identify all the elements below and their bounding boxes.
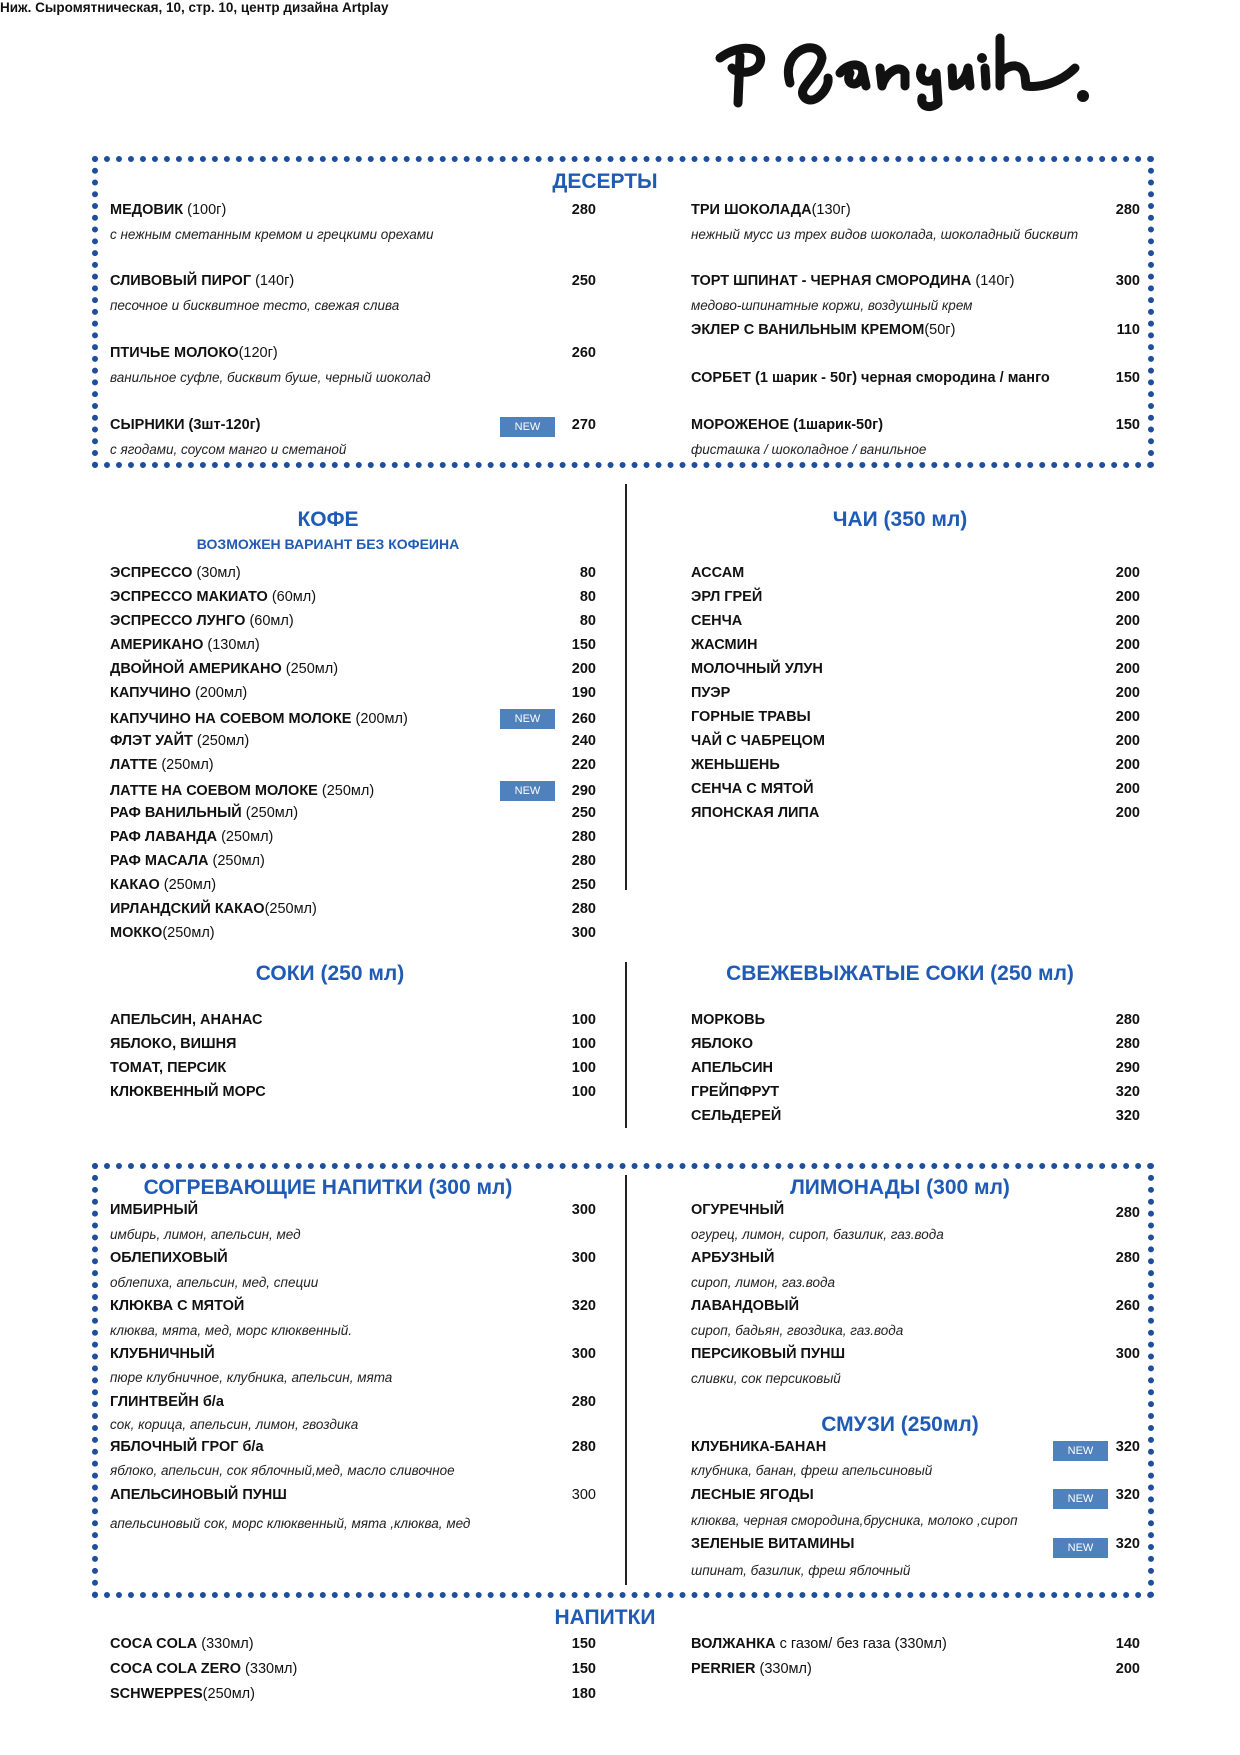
item-title: ТОМАТ, ПЕРСИК: [110, 1060, 227, 1076]
item-name: [691, 661, 823, 677]
divider-coffee-tea: [625, 484, 627, 890]
item-title: ПЕРСИКОВЫЙ ПУНШ: [691, 1346, 846, 1362]
item-name: [691, 370, 1050, 386]
item-price: 180: [571, 1686, 596, 1702]
item-name: [110, 733, 249, 749]
item-name: [110, 1084, 266, 1100]
item-price: 250: [571, 877, 596, 893]
item-size: (100г): [183, 202, 227, 218]
item-name: [110, 901, 317, 917]
item-name: [110, 853, 265, 869]
item-name: [691, 1298, 799, 1314]
item-title: ЛЕСНЫЕ ЯГОДЫ: [691, 1487, 814, 1503]
item-price: 260: [571, 345, 596, 361]
item-description: сливки, сок персиковый: [691, 1371, 841, 1386]
item-size: (130г): [811, 202, 851, 218]
item-title: КЛЮКВА С МЯТОЙ: [110, 1298, 245, 1314]
item-size: (330мл): [755, 1661, 812, 1677]
item-name: [691, 685, 730, 701]
new-badge: NEW: [500, 781, 555, 801]
item-description: ванильное суфле, бисквит буше, черный шоколад: [110, 370, 431, 385]
item-title: ДВОЙНОЙ АМЕРИКАНО: [110, 661, 282, 677]
item-name: [691, 613, 742, 629]
item-title: МОККО: [110, 925, 163, 941]
item-price: 140: [1115, 1636, 1140, 1652]
item-name: [110, 783, 374, 799]
item-price: 200: [1115, 661, 1140, 677]
item-name: [110, 417, 261, 433]
item-description: сироп, лимон, газ.вода: [691, 1275, 835, 1290]
drinks-title: НАПИТКИ: [554, 1606, 656, 1629]
item-description: яблоко, апельсин, сок яблочный,мед, масло сливочное: [110, 1463, 455, 1478]
item-name: [691, 757, 780, 773]
item-title: МЕДОВИК: [110, 202, 184, 218]
item-size: (200мл): [190, 685, 248, 701]
item-price: 300: [571, 1202, 596, 1218]
item-title: МОРКОВЬ: [691, 1012, 766, 1028]
item-title: КАКАО: [110, 877, 160, 893]
warm-drinks-title: СОГРЕВАЮЩИЕ НАПИТКИ (300 мл): [143, 1176, 513, 1199]
item-title: ЛАТТЕ: [110, 757, 158, 773]
item-name: [691, 1487, 814, 1503]
item-name: [110, 1394, 224, 1410]
item-price: 150: [1115, 370, 1140, 386]
item-description: медово-шпинатные коржи, воздушный крем: [691, 298, 973, 313]
item-price: 110: [1116, 322, 1140, 338]
item-name: [110, 1439, 264, 1455]
item-price: 300: [571, 1346, 596, 1362]
new-badge: NEW: [1053, 1489, 1108, 1509]
item-title: COCA COLA ZERO: [110, 1661, 242, 1677]
item-price: 190: [571, 685, 596, 701]
item-title: КЛУБНИЧНЫЙ: [110, 1346, 215, 1362]
item-price: 200: [1115, 757, 1140, 773]
item-title: РАФ ВАНИЛЬНЫЙ: [110, 805, 242, 821]
item-name: [110, 877, 216, 893]
item-title: АПЕЛЬСИН, АНАНАС: [110, 1012, 263, 1028]
item-price: 80: [579, 565, 596, 581]
item-name: [110, 805, 298, 821]
item-name: [691, 733, 825, 749]
item-size: (250мл): [208, 853, 265, 869]
item-price: 320: [1115, 1439, 1140, 1455]
divider-juices: [625, 962, 627, 1128]
item-name: [110, 1636, 254, 1652]
item-title: СОРБЕТ (1 шарик - 50г) черная смородина / манго: [691, 370, 1050, 386]
item-name: [691, 805, 819, 821]
item-title: ГОРНЫЕ ТРАВЫ: [691, 709, 811, 725]
item-price: 240: [571, 733, 596, 749]
item-price: 280: [571, 202, 596, 218]
item-title: ЖАСМИН: [691, 637, 758, 653]
item-description: фисташка / шоколадное / ванильное: [691, 442, 927, 457]
item-title: КЛЮКВЕННЫЙ МОРС: [110, 1084, 266, 1100]
item-title: COCA COLA: [110, 1636, 198, 1652]
item-title: МОЛОЧНЫЙ УЛУН: [691, 661, 823, 677]
item-title: СЕНЧА: [691, 613, 743, 629]
item-title: ИРЛАНДСКИЙ КАКАО: [110, 901, 265, 917]
item-name: [110, 565, 241, 581]
item-name: [110, 1060, 226, 1076]
divider-warm-lemonade: [625, 1175, 627, 1585]
item-price: 250: [571, 805, 596, 821]
item-name: [110, 829, 273, 845]
item-name: [691, 1202, 784, 1218]
smoothies-title: СМУЗИ (250мл): [821, 1413, 979, 1436]
lemonades-title: ЛИМОНАДЫ (300 мл): [790, 1176, 1010, 1199]
address: Ниж. Сыромятническая, 10, стр. 10, центр дизайна Artplay: [0, 0, 389, 15]
item-title: ЭРЛ ГРЕЙ: [691, 589, 763, 605]
item-price: 80: [579, 613, 596, 629]
item-title: ЗЕЛЕНЫЕ ВИТАМИНЫ: [691, 1536, 855, 1552]
item-name: [110, 661, 338, 677]
item-price: 260: [571, 711, 596, 727]
item-name: [110, 1346, 215, 1362]
item-title: АРБУЗНЫЙ: [691, 1250, 775, 1266]
item-title: ГРЕЙПФРУТ: [691, 1084, 780, 1100]
item-description: с ягодами, соусом манго и сметаной: [110, 442, 347, 457]
item-price: 150: [1115, 417, 1140, 433]
item-name: [110, 1036, 236, 1052]
item-name: [110, 1250, 228, 1266]
item-price: 200: [1115, 709, 1140, 725]
item-description: сироп, бадьян, гвоздика, газ.вода: [691, 1323, 904, 1338]
item-title: ФЛЭТ УАЙТ: [110, 733, 193, 749]
item-title: КАПУЧИНО НА СОЕВОМ МОЛОКЕ: [110, 711, 352, 727]
item-title: СЕЛЬДЕРЕЙ: [691, 1108, 782, 1124]
item-size: (250мл): [241, 805, 299, 821]
item-price: 200: [1115, 613, 1140, 629]
item-title: PERRIER: [691, 1661, 756, 1677]
item-description: песочное и бисквитное тесто, свежая слива: [110, 298, 400, 313]
item-size: (250мл): [317, 783, 375, 799]
item-description: шпинат, базилик, фреш яблочный: [691, 1563, 911, 1578]
item-title: ЯБЛОЧНЫЙ ГРОГ б/а: [110, 1439, 264, 1455]
item-price: 200: [1115, 685, 1140, 701]
item-size: (330мл): [197, 1636, 254, 1652]
item-size: (30мл): [192, 565, 241, 581]
item-description: нежный мусс из трех видов шоколада, шоколадный бисквит: [691, 227, 1079, 242]
item-price: 100: [571, 1084, 596, 1100]
item-price: 280: [1115, 1036, 1140, 1052]
item-title: ТОРТ ШПИНАТ - ЧЕРНАЯ СМОРОДИНА: [691, 273, 972, 289]
item-price: 320: [1115, 1084, 1140, 1100]
item-name: [691, 273, 1015, 289]
item-title: ВОЛЖАНКА: [691, 1636, 776, 1652]
item-title: АПЕЛЬСИН: [691, 1060, 773, 1076]
item-name: [110, 1487, 287, 1503]
item-name: [691, 781, 814, 797]
item-title: ЖЕНЬШЕНЬ: [691, 757, 780, 773]
item-title: СЕНЧА С МЯТОЙ: [691, 781, 814, 797]
new-badge: NEW: [500, 417, 555, 437]
new-badge: NEW: [500, 709, 555, 729]
item-name: [691, 1084, 779, 1100]
item-name: [110, 757, 214, 773]
item-title: ПУЭР: [691, 685, 731, 701]
item-name: [691, 589, 762, 605]
item-name: [691, 1661, 812, 1677]
item-title: ТРИ ШОКОЛАДА: [691, 202, 812, 218]
item-name: [691, 1536, 854, 1552]
new-badge: NEW: [1053, 1538, 1108, 1558]
juices-title: СОКИ (250 мл): [255, 962, 405, 985]
item-description: огурец, лимон, сироп, базилик, газ.вода: [691, 1227, 944, 1242]
item-price: 200: [571, 661, 596, 677]
item-name: [691, 1060, 773, 1076]
item-title: ЭСПРЕССО МАКИАТО: [110, 589, 268, 605]
item-price: 290: [571, 783, 596, 799]
item-name: [110, 685, 247, 701]
item-name: [691, 709, 811, 725]
item-title: РАФ МАСАЛА: [110, 853, 209, 869]
item-title: АПЕЛЬСИНОВЫЙ ПУНШ: [110, 1487, 287, 1503]
item-size: (140г): [251, 273, 295, 289]
item-title: РАФ ЛАВАНДА: [110, 829, 218, 845]
item-price: 280: [1115, 1205, 1140, 1221]
item-price: 300: [571, 1487, 596, 1503]
item-price: 200: [1115, 1661, 1140, 1677]
item-name: [110, 345, 278, 361]
item-name: [110, 925, 215, 941]
item-title: ПТИЧЬЕ МОЛОКО: [110, 345, 239, 361]
item-price: 200: [1115, 637, 1140, 653]
item-name: [691, 1346, 845, 1362]
item-name: [691, 322, 955, 338]
item-description: сок, корица, апельсин, лимон, гвоздика: [110, 1417, 359, 1432]
item-size: (200мл): [351, 711, 408, 727]
desserts-title: ДЕСЕРТЫ: [552, 170, 658, 193]
item-price: 100: [571, 1060, 596, 1076]
item-name: [110, 1686, 255, 1702]
item-description: пюре клубничное, клубника, апельсин, мята: [110, 1370, 393, 1385]
item-price: 150: [571, 1661, 596, 1677]
item-name: [110, 637, 260, 653]
item-price: 280: [1115, 1250, 1140, 1266]
item-description: с нежным сметанным кремом и грецкими орехами: [110, 227, 434, 242]
item-description: имбирь, лимон, апельсин, мед: [110, 1227, 301, 1242]
item-price: 320: [571, 1298, 596, 1314]
item-title: ГЛИНТВЕЙН б/а: [110, 1394, 224, 1410]
gauguin-logo: [710, 28, 1090, 113]
item-price: 260: [1115, 1298, 1140, 1314]
item-name: [110, 1202, 198, 1218]
item-price: 100: [571, 1036, 596, 1052]
item-name: [110, 589, 316, 605]
item-size: (250мл): [159, 877, 217, 893]
item-size: (250мл): [202, 1686, 255, 1702]
item-size: (50г): [924, 322, 956, 338]
item-name: [110, 202, 226, 218]
item-description: клюква, черная смородина,брусника, молоко ,сироп: [691, 1513, 1018, 1528]
item-name: [691, 637, 757, 653]
item-size: (250мл): [192, 733, 250, 749]
item-title: ЛАВАНДОВЫЙ: [691, 1298, 800, 1314]
item-name: [110, 1012, 263, 1028]
item-title: ЧАЙ С ЧАБРЕЦОМ: [691, 733, 825, 749]
item-size: (60мл): [267, 589, 317, 605]
item-price: 200: [1115, 781, 1140, 797]
item-size: (250мл): [281, 661, 339, 677]
item-name: [691, 1012, 765, 1028]
item-price: 200: [1115, 805, 1140, 821]
item-name: [110, 1661, 297, 1677]
item-price: 150: [571, 1636, 596, 1652]
item-price: 200: [1115, 733, 1140, 749]
item-title: ЭСПРЕССО ЛУНГО: [110, 613, 246, 629]
item-name: [691, 1250, 774, 1266]
coffee-title: КОФЕ: [297, 508, 359, 531]
item-title: МОРОЖЕНОЕ (1шарик-50г): [691, 417, 884, 433]
item-name: [110, 711, 408, 727]
item-name: [691, 1439, 826, 1455]
item-price: 290: [1115, 1060, 1140, 1076]
fresh-juices-title: СВЕЖЕВЫЖАТЫЕ СОКИ (250 мл): [726, 962, 1074, 985]
item-size: (250мл): [264, 901, 317, 917]
teas-title: ЧАИ (350 мл): [832, 508, 968, 531]
item-name: [110, 273, 294, 289]
item-price: 300: [1115, 1346, 1140, 1362]
item-size: (140г): [971, 273, 1015, 289]
item-price: 220: [571, 757, 596, 773]
item-title: АМЕРИКАНО: [110, 637, 204, 653]
item-price: 280: [571, 1394, 596, 1410]
item-price: 270: [571, 417, 596, 433]
item-title: КЛУБНИКА-БАНАН: [691, 1439, 827, 1455]
item-title: АССАМ: [691, 565, 745, 581]
item-description: облепиха, апельсин, мед, специи: [110, 1275, 319, 1290]
item-title: ЯПОНСКАЯ ЛИПА: [691, 805, 820, 821]
item-name: [691, 1036, 753, 1052]
item-price: 300: [571, 925, 596, 941]
item-size: с газом/ без газа (330мл): [775, 1636, 947, 1652]
item-price: 320: [1115, 1108, 1140, 1124]
item-price: 280: [571, 853, 596, 869]
item-title: СЛИВОВЫЙ ПИРОГ: [110, 273, 252, 289]
item-size: (250мл): [217, 829, 274, 845]
item-title: ИМБИРНЫЙ: [110, 1202, 199, 1218]
item-price: 280: [571, 1439, 596, 1455]
item-title: ЯБЛОКО, ВИШНЯ: [110, 1036, 237, 1052]
item-name: [691, 202, 851, 218]
item-description: клюква, мята, мед, морс клюквенный.: [110, 1323, 353, 1338]
item-title: ЛАТТЕ НА СОЕВОМ МОЛОКЕ: [110, 783, 318, 799]
item-name: [691, 417, 883, 433]
item-price: 200: [1115, 565, 1140, 581]
item-name: [691, 1108, 781, 1124]
item-description: апельсиновый сок, морс клюквенный, мята ,клюква, мед: [110, 1516, 471, 1531]
item-size: (250мл): [162, 925, 215, 941]
item-title: ЯБЛОКО: [691, 1036, 754, 1052]
item-price: 300: [1115, 273, 1140, 289]
item-price: 100: [571, 1012, 596, 1028]
item-title: ЭКЛЕР С ВАНИЛЬНЫМ КРЕМОМ: [691, 322, 925, 338]
item-title: ОБЛЕПИХОВЫЙ: [110, 1250, 228, 1266]
item-size: (120г): [238, 345, 278, 361]
item-price: 200: [1115, 589, 1140, 605]
item-size: (60мл): [245, 613, 294, 629]
item-title: SCHWEPPES: [110, 1686, 203, 1702]
item-size: (330мл): [241, 1661, 298, 1677]
item-price: 320: [1115, 1487, 1140, 1503]
item-description: клубника, банан, фреш апельсиновый: [691, 1463, 933, 1478]
item-name: [691, 1636, 947, 1652]
item-title: СЫРНИКИ (3шт-120г): [110, 417, 261, 433]
item-name: [110, 613, 294, 629]
item-price: 80: [579, 589, 596, 605]
item-size: (130мл): [203, 637, 260, 653]
item-title: ЭСПРЕССО: [110, 565, 193, 581]
item-price: 280: [571, 901, 596, 917]
item-price: 320: [1115, 1536, 1140, 1552]
item-name: [691, 565, 744, 581]
item-price: 280: [571, 829, 596, 845]
item-price: 150: [571, 637, 596, 653]
item-title: КАПУЧИНО: [110, 685, 191, 701]
item-price: 300: [571, 1250, 596, 1266]
item-price: 280: [1115, 1012, 1140, 1028]
item-name: [110, 1298, 244, 1314]
item-size: (250мл): [157, 757, 214, 773]
new-badge: NEW: [1053, 1441, 1108, 1461]
coffee-subtitle: ВОЗМОЖЕН ВАРИАНТ БЕЗ КОФЕИНА: [196, 536, 460, 552]
item-title: ОГУРЕЧНЫЙ: [691, 1202, 785, 1218]
item-price: 280: [1115, 202, 1140, 218]
item-price: 250: [571, 273, 596, 289]
